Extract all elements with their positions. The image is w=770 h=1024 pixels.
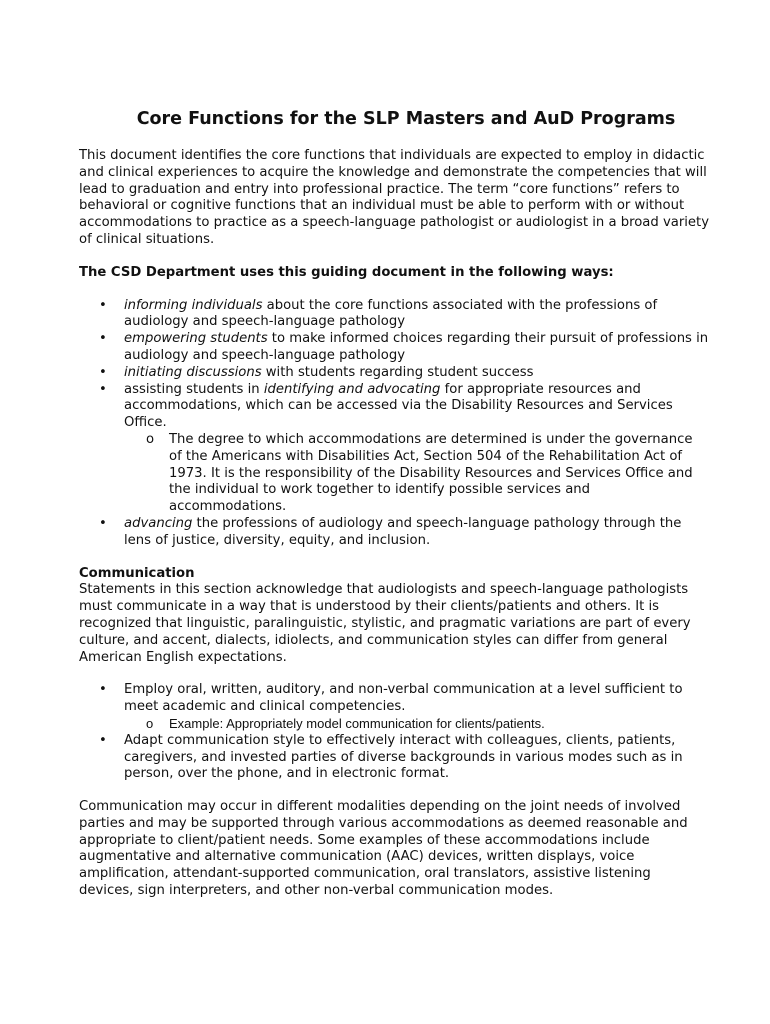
bullet-icon: • bbox=[99, 682, 107, 698]
ways-item-text: the professions of audiology and speech-language pathology through the lens of justice, diversity, equity, and inclusion. bbox=[124, 515, 682, 548]
list-item bbox=[79, 733, 709, 783]
list-item bbox=[79, 382, 709, 516]
ways-heading: The CSD Department uses this guiding document in the following ways: bbox=[79, 264, 614, 280]
ways-item-text: with students regarding student success bbox=[261, 364, 534, 380]
communication-item-text: Adapt communication style to effectively interact with colleagues, clients, patients, caregivers, and invested parties of diverse backgrounds in various modes such as in person, over the phone, and in electronic format. bbox=[124, 732, 683, 782]
ways-item-text: to make informed choices regarding their pursuit of professions in audiology and speech-language pathology bbox=[124, 331, 709, 363]
bullet-icon: • bbox=[99, 331, 107, 347]
list-item bbox=[79, 331, 709, 365]
sub-list-item bbox=[124, 716, 709, 733]
communication-sub-text: Example: Appropriately model communication for clients/patients. bbox=[169, 715, 545, 731]
circle-bullet-icon: o bbox=[146, 431, 155, 447]
list-item bbox=[79, 516, 709, 550]
ways-item-emphasis: empowering students bbox=[124, 331, 268, 347]
ways-item-emphasis: identifying and advocating bbox=[263, 381, 441, 397]
ways-item-emphasis: initiating discussions bbox=[124, 364, 262, 380]
bullet-icon: • bbox=[99, 297, 107, 313]
communication-list bbox=[79, 682, 709, 783]
ways-sub-list bbox=[124, 432, 709, 516]
ways-list bbox=[79, 298, 709, 550]
list-item bbox=[79, 298, 709, 332]
ways-item-emphasis: advancing bbox=[124, 515, 193, 531]
list-item bbox=[79, 365, 709, 382]
document-body bbox=[79, 108, 709, 900]
bullet-icon: • bbox=[99, 732, 107, 748]
page-title: Core Functions for the SLP Masters and AuD Programs bbox=[136, 109, 676, 129]
intro-paragraph: This document identifies the core functions that individuals are expected to employ in didactic and clinical experiences to acquire the knowledge and demonstrate the competencies that will lead to graduation and entry into professional practice. The term “core functions” refers to behavioral or cognitive functions that an individual must be able to perform with or without accommodations to practice as a speech-language pathologist or audiologist in a broad variety of clinical situations. bbox=[79, 148, 710, 247]
bullet-icon: • bbox=[99, 381, 107, 397]
list-item bbox=[79, 682, 709, 732]
communication-heading: Communication bbox=[79, 565, 195, 581]
circle-bullet-icon: o bbox=[146, 715, 154, 731]
communication-item-text: Employ oral, written, auditory, and non-verbal communication at a level sufficient to meet academic and clinical competencies. bbox=[124, 682, 683, 715]
communication-paragraph-2: Communication may occur in different modalities depending on the joint needs of involved parties and may be supported through various accommodations as deemed reasonable and appropriate to client/patient needs. Some examples of these accommodations include augmentative and alternative communication (AAC) devices, written displays, voice amplification, attendant-supported communication, oral translators, assistive listening devices, sign interpreters, and other non-verbal communication modes. bbox=[79, 799, 688, 899]
bullet-icon: • bbox=[99, 364, 107, 380]
ways-item-emphasis: informing individuals bbox=[124, 297, 263, 313]
communication-sub-list bbox=[124, 716, 709, 733]
ways-item-text: about the core functions associated with the professions of audiology and speech-language pathology bbox=[124, 297, 658, 330]
communication-paragraph-1: Statements in this section acknowledge that audiologists and speech-language pathologists must communicate in a way that is understood by their clients/patients and others. It is recognized that linguistic, paralinguistic, stylistic, and pragmatic variations are part of every culture, and accent, dialects, idiolects, and communication styles can differ from general American English expectations. bbox=[79, 582, 691, 665]
ways-item-text: for appropriate resources and accommodations, which can be accessed via the Disability Resources and Services Office. bbox=[124, 381, 673, 431]
sub-list-item bbox=[124, 432, 709, 516]
ways-sub-text: The degree to which accommodations are determined is under the governance of the Americans with Disabilities Act, Section 504 of the Rehabilitation Act of 1973. It is the responsibility of the Disability Resources and Services Office and the individual to work together to identify possible services and accommodations. bbox=[169, 431, 693, 515]
ways-item-prefix: assisting students in bbox=[124, 381, 264, 397]
bullet-icon: • bbox=[99, 515, 107, 531]
